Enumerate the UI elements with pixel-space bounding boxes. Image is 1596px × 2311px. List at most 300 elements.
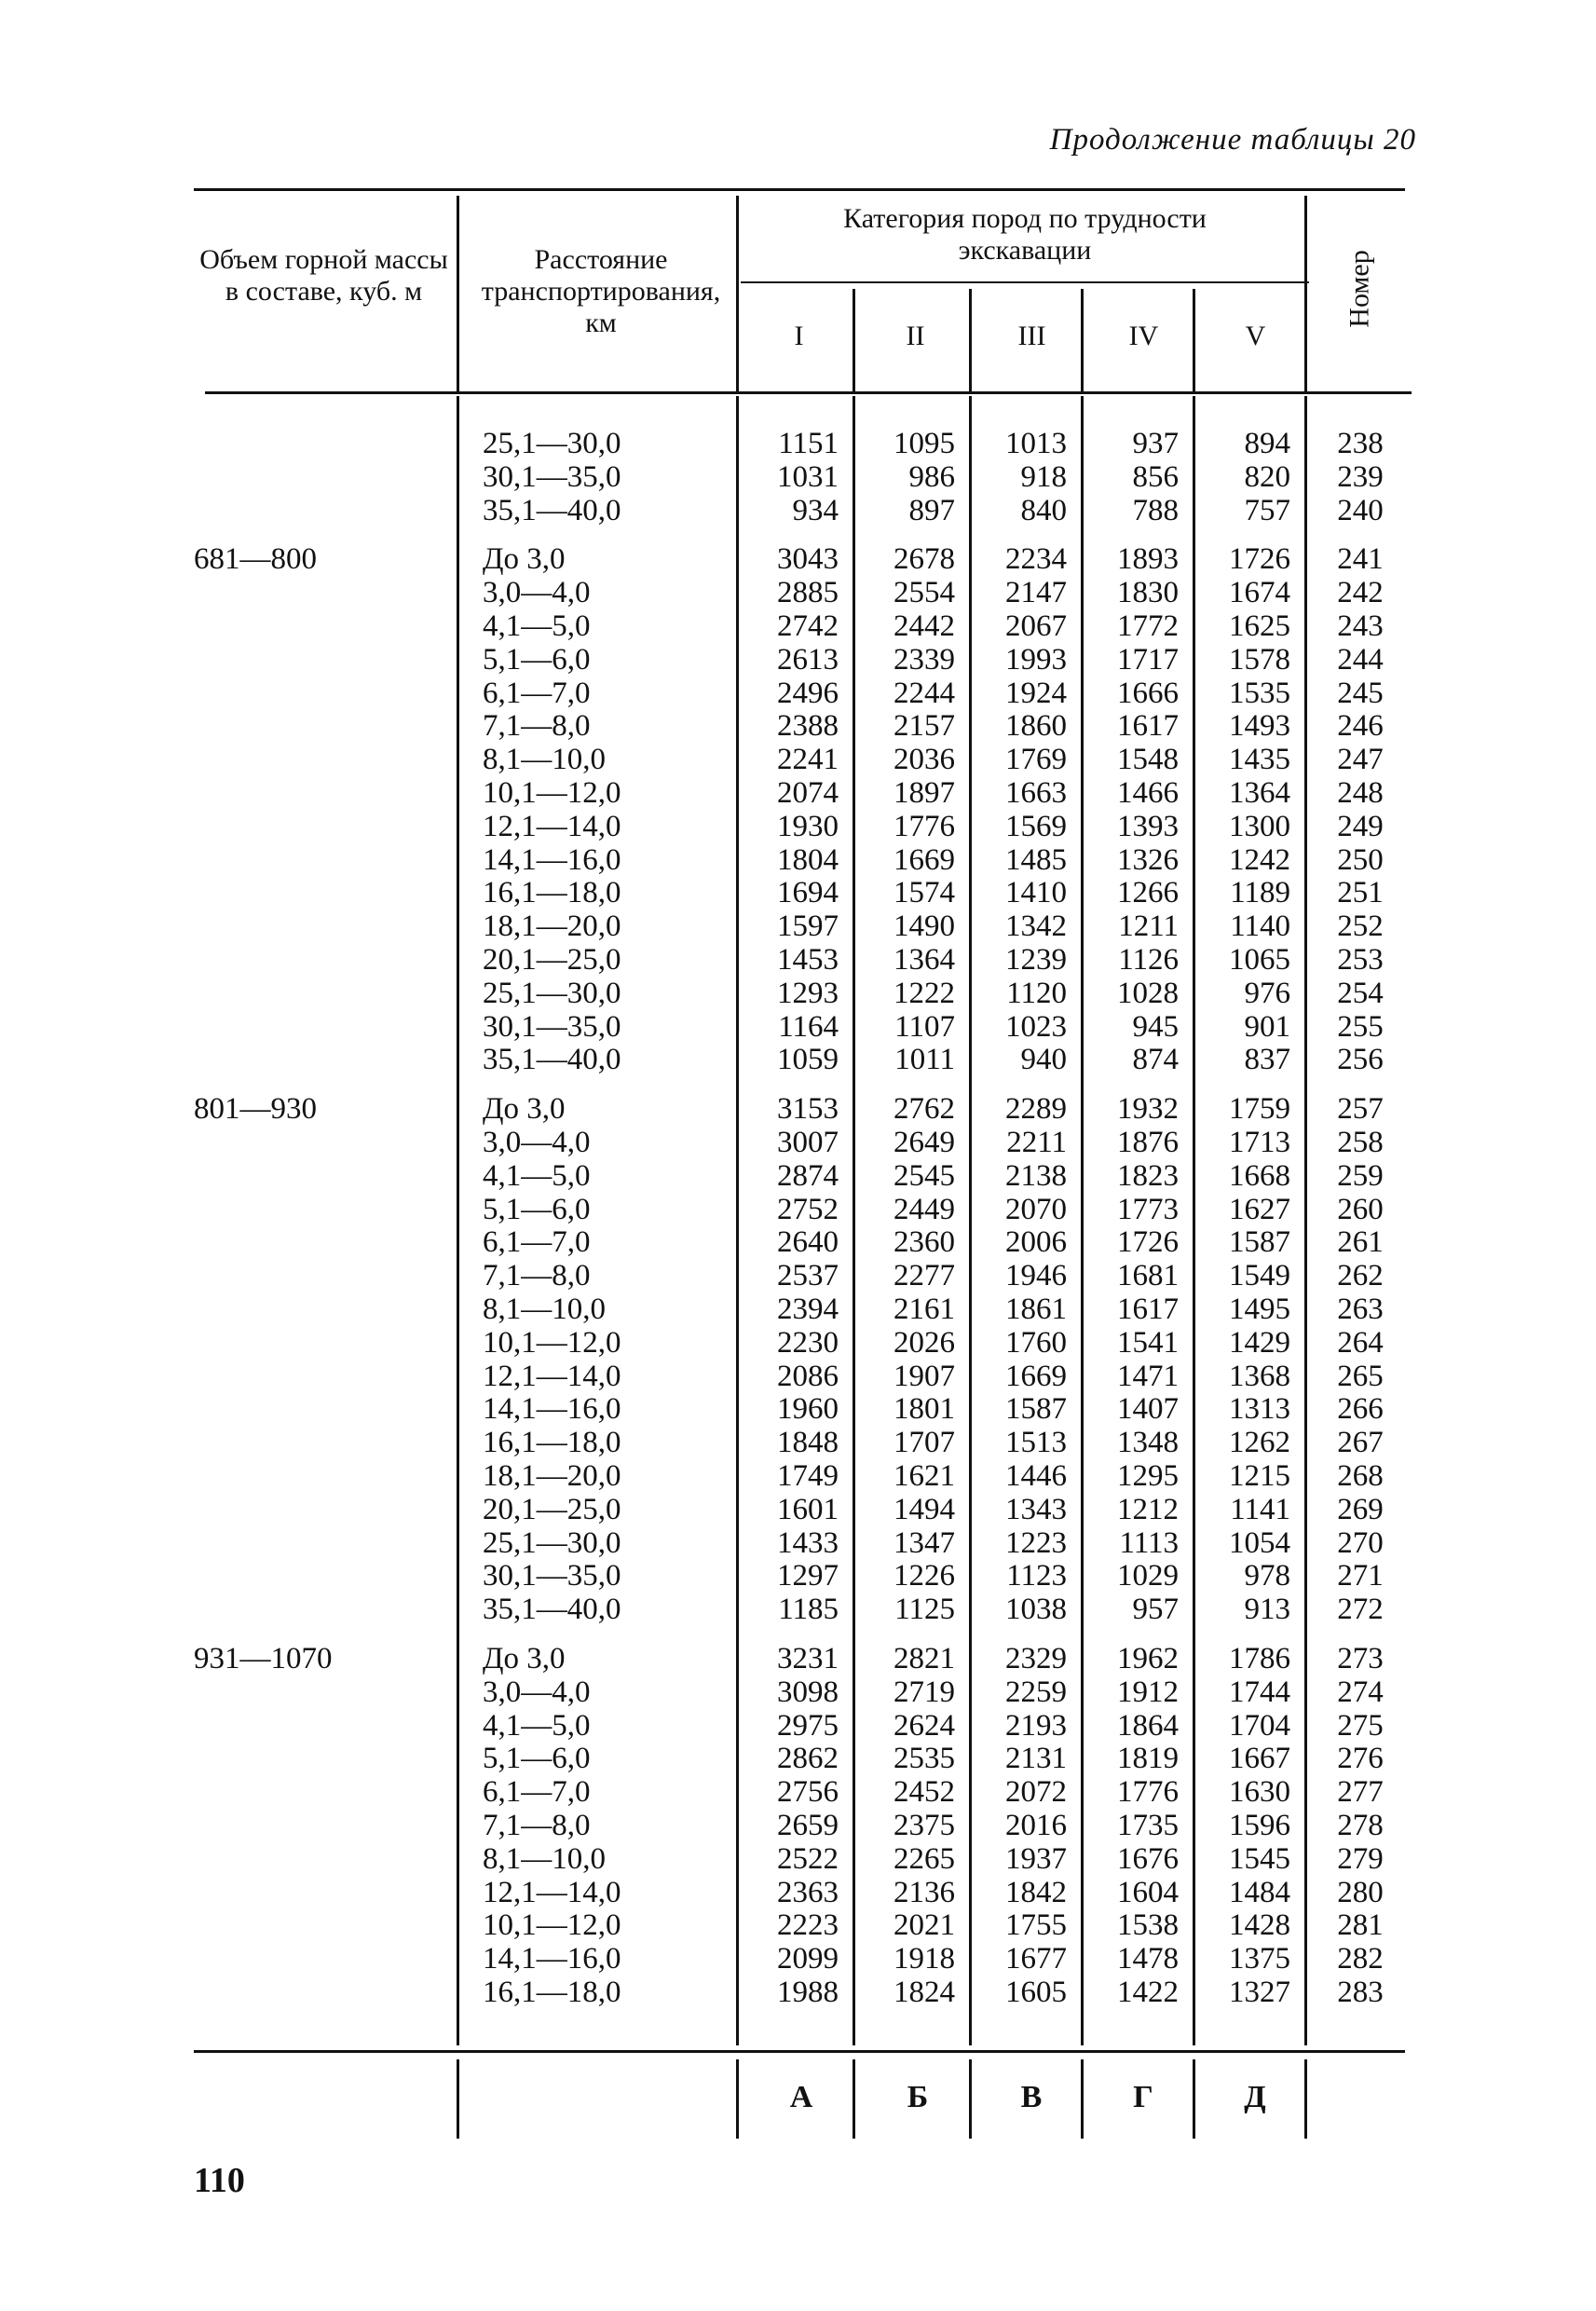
category-1-cell: 2388 — [777, 709, 839, 743]
category-3-cell: 1937 — [1005, 1842, 1067, 1876]
volume-cell — [194, 709, 436, 743]
category-1-cell: 2230 — [777, 1326, 839, 1360]
table-row — [0, 843, 1596, 877]
number-cell: 281 — [1337, 1908, 1384, 1942]
footer-label-a: А — [789, 2080, 813, 2114]
number-cell: 261 — [1337, 1225, 1384, 1259]
category-2-cell: 1574 — [893, 876, 955, 909]
category-3-cell: 1342 — [1005, 909, 1067, 943]
table-row — [0, 494, 1596, 527]
category-5-cell: 1364 — [1229, 776, 1290, 810]
category-5-cell: 820 — [1244, 460, 1290, 494]
footer-rule-left — [457, 2059, 459, 2139]
category-2-cell: 1494 — [893, 1493, 955, 1526]
distance-cell: 8,1—10,0 — [483, 743, 606, 776]
col-rule-cat-2 — [969, 289, 972, 391]
table-row — [0, 460, 1596, 494]
table-row — [0, 943, 1596, 977]
footer-rule-distance — [736, 2059, 739, 2139]
number-cell: 278 — [1337, 1809, 1384, 1842]
category-3-cell: 1842 — [1005, 1876, 1067, 1909]
category-2-cell: 2624 — [893, 1709, 955, 1743]
number-cell: 267 — [1337, 1426, 1384, 1459]
distance-cell: 5,1—6,0 — [483, 1742, 591, 1775]
distance-cell: 35,1—40,0 — [483, 494, 621, 527]
distance-cell: 8,1—10,0 — [483, 1292, 606, 1326]
category-5-cell: 1493 — [1229, 709, 1290, 743]
table-row — [0, 1225, 1596, 1259]
header-number-cell — [1309, 214, 1412, 363]
category-2-cell: 1801 — [893, 1392, 955, 1426]
header-col-2: II — [906, 321, 925, 351]
number-cell: 265 — [1337, 1360, 1384, 1393]
category-3-cell: 2259 — [1005, 1675, 1067, 1709]
number-cell: 254 — [1337, 977, 1384, 1010]
number-cell: 245 — [1337, 677, 1384, 710]
number-cell: 257 — [1337, 1092, 1384, 1126]
table-row — [0, 1126, 1596, 1159]
category-5-cell: 894 — [1244, 427, 1290, 460]
category-3-cell: 1038 — [1005, 1593, 1067, 1626]
category-1-cell: 3043 — [777, 542, 839, 576]
category-1-cell: 1059 — [777, 1043, 839, 1076]
page-number: 110 — [194, 2161, 245, 2200]
number-cell: 243 — [1337, 609, 1384, 643]
category-4-cell: 1422 — [1117, 1976, 1179, 2009]
category-3-cell: 1410 — [1005, 876, 1067, 909]
category-4-cell: 1717 — [1117, 643, 1179, 677]
category-5-cell: 1189 — [1230, 876, 1290, 909]
number-cell: 247 — [1337, 743, 1384, 776]
category-2-cell: 2442 — [893, 609, 955, 643]
distance-cell: 10,1—12,0 — [483, 776, 621, 810]
category-4-cell: 937 — [1132, 427, 1179, 460]
category-1-cell: 2522 — [777, 1842, 839, 1876]
category-2-cell: 2762 — [893, 1092, 955, 1126]
volume-cell: 931—1070 — [194, 1642, 333, 1675]
number-cell: 251 — [1337, 876, 1384, 909]
category-5-cell: 1065 — [1229, 943, 1290, 977]
category-1-cell: 1694 — [777, 876, 839, 909]
category-5-cell: 1625 — [1229, 609, 1290, 643]
category-2-cell: 2036 — [893, 743, 955, 776]
table-row — [0, 1675, 1596, 1709]
table-row — [0, 1092, 1596, 1126]
volume-cell — [194, 576, 436, 609]
category-5-cell: 1375 — [1229, 1942, 1290, 1976]
category-4-cell: 1726 — [1117, 1225, 1179, 1259]
category-1-cell: 2885 — [777, 576, 839, 609]
category-5-cell: 978 — [1244, 1559, 1290, 1593]
volume-cell: 801—930 — [194, 1092, 317, 1126]
category-5-cell: 1704 — [1229, 1709, 1290, 1743]
category-3-cell: 840 — [1020, 494, 1067, 527]
category-3-cell: 1013 — [1005, 427, 1067, 460]
category-4-cell: 1407 — [1117, 1392, 1179, 1426]
table-row — [0, 1842, 1596, 1876]
table-row — [0, 1876, 1596, 1909]
category-2-cell: 1347 — [893, 1526, 955, 1560]
category-2-cell: 1707 — [893, 1426, 955, 1459]
category-4-cell: 945 — [1132, 1010, 1179, 1044]
category-1-cell: 1601 — [777, 1493, 839, 1526]
distance-cell: 12,1—14,0 — [483, 1876, 621, 1909]
header-col-3: III — [1017, 321, 1046, 351]
category-1-cell: 1433 — [777, 1526, 839, 1560]
category-5-cell: 1313 — [1229, 1392, 1290, 1426]
category-1-cell: 2975 — [777, 1709, 839, 1743]
number-cell: 250 — [1337, 843, 1384, 877]
table-row — [0, 1976, 1596, 2009]
table-row — [0, 427, 1596, 460]
category-1-cell: 1185 — [778, 1593, 839, 1626]
category-1-cell: 1453 — [777, 943, 839, 977]
number-cell: 279 — [1337, 1842, 1384, 1876]
table-row — [0, 909, 1596, 943]
volume-cell — [194, 1593, 436, 1626]
category-3-cell: 1861 — [1005, 1292, 1067, 1326]
category-3-cell: 2147 — [1005, 576, 1067, 609]
number-cell: 273 — [1337, 1642, 1384, 1675]
category-3-cell: 2072 — [1005, 1775, 1067, 1809]
category-2-cell: 1107 — [894, 1010, 955, 1044]
table-row — [0, 1775, 1596, 1809]
table-row — [0, 709, 1596, 743]
volume-cell — [194, 1259, 436, 1292]
category-5-cell: 1484 — [1229, 1876, 1290, 1909]
category-4-cell: 1466 — [1117, 776, 1179, 810]
volume-cell — [194, 494, 436, 527]
category-2-cell: 2375 — [893, 1809, 955, 1842]
category-3-cell: 2016 — [1005, 1809, 1067, 1842]
number-cell: 263 — [1337, 1292, 1384, 1326]
number-cell: 268 — [1337, 1459, 1384, 1493]
volume-cell — [194, 909, 436, 943]
table-row — [0, 1709, 1596, 1743]
number-cell: 282 — [1337, 1942, 1384, 1976]
number-cell: 255 — [1337, 1010, 1384, 1044]
distance-cell: 7,1—8,0 — [483, 1259, 591, 1292]
volume-cell — [194, 1126, 436, 1159]
category-4-cell: 1912 — [1117, 1675, 1179, 1709]
table-row — [0, 1159, 1596, 1193]
category-4-cell: 1773 — [1117, 1193, 1179, 1226]
category-5-cell: 1578 — [1229, 643, 1290, 677]
col-rule-cat-start — [736, 196, 739, 391]
volume-cell — [194, 1010, 436, 1044]
distance-cell: 12,1—14,0 — [483, 1360, 621, 1393]
category-3-cell: 1946 — [1005, 1259, 1067, 1292]
category-4-cell: 1478 — [1117, 1942, 1179, 1976]
category-2-cell: 2452 — [893, 1775, 955, 1809]
number-cell: 246 — [1337, 709, 1384, 743]
category-3-cell: 1239 — [1005, 943, 1067, 977]
number-cell: 266 — [1337, 1392, 1384, 1426]
table-row — [0, 1493, 1596, 1526]
category-3-cell: 2234 — [1005, 542, 1067, 576]
category-3-cell: 1677 — [1005, 1942, 1067, 1976]
category-3-cell: 1993 — [1005, 643, 1067, 677]
table-row — [0, 1392, 1596, 1426]
volume-cell — [194, 1292, 436, 1326]
category-5-cell: 1327 — [1229, 1976, 1290, 2009]
category-3-cell: 1120 — [1006, 977, 1067, 1010]
category-3-cell: 1569 — [1005, 810, 1067, 843]
distance-cell: 3,0—4,0 — [483, 576, 591, 609]
table-row — [0, 542, 1596, 576]
volume-cell — [194, 1908, 436, 1942]
category-3-cell: 1669 — [1005, 1360, 1067, 1393]
category-5-cell: 1596 — [1229, 1809, 1290, 1842]
number-cell: 264 — [1337, 1326, 1384, 1360]
volume-cell — [194, 843, 436, 877]
volume-cell — [194, 1809, 436, 1842]
footer-rule-1 — [853, 2059, 855, 2139]
category-2-cell: 2157 — [893, 709, 955, 743]
category-4-cell: 1126 — [1118, 943, 1179, 977]
category-1-cell: 2223 — [777, 1908, 839, 1942]
category-5-cell: 1726 — [1229, 542, 1290, 576]
category-1-cell: 1297 — [777, 1559, 839, 1593]
category-5-cell: 757 — [1244, 494, 1290, 527]
distance-cell: 16,1—18,0 — [483, 876, 621, 909]
number-cell: 274 — [1337, 1675, 1384, 1709]
category-5-cell: 1300 — [1229, 810, 1290, 843]
category-2-cell: 2339 — [893, 643, 955, 677]
category-1-cell: 2613 — [777, 643, 839, 677]
category-5-cell: 1786 — [1229, 1642, 1290, 1675]
table-row — [0, 576, 1596, 609]
distance-cell: 7,1—8,0 — [483, 709, 591, 743]
volume-cell — [194, 1326, 436, 1360]
category-4-cell: 1538 — [1117, 1908, 1179, 1942]
category-3-cell: 1769 — [1005, 743, 1067, 776]
category-4-cell: 856 — [1132, 460, 1179, 494]
category-2-cell: 1776 — [893, 810, 955, 843]
category-1-cell: 2874 — [777, 1159, 839, 1193]
category-4-cell: 1548 — [1117, 743, 1179, 776]
category-2-cell: 1621 — [893, 1459, 955, 1493]
category-1-cell: 2537 — [777, 1259, 839, 1292]
table-row — [0, 1043, 1596, 1076]
category-5-cell: 1759 — [1229, 1092, 1290, 1126]
category-1-cell: 2659 — [777, 1809, 839, 1842]
category-4-cell: 1028 — [1117, 977, 1179, 1010]
category-5-cell: 1495 — [1229, 1292, 1290, 1326]
table-row — [0, 1426, 1596, 1459]
category-2-cell: 986 — [908, 460, 955, 494]
number-cell: 238 — [1337, 427, 1384, 460]
table-caption: Продолжение таблицы 20 — [1049, 123, 1416, 157]
category-1-cell: 2640 — [777, 1225, 839, 1259]
table-row — [0, 977, 1596, 1010]
number-cell: 262 — [1337, 1259, 1384, 1292]
table-row — [0, 643, 1596, 677]
category-1-cell: 2862 — [777, 1742, 839, 1775]
category-5-cell: 1667 — [1229, 1742, 1290, 1775]
header-bottom-rule — [205, 391, 1412, 394]
number-cell: 240 — [1337, 494, 1384, 527]
category-2-cell: 2554 — [893, 576, 955, 609]
category-1-cell: 2496 — [777, 677, 839, 710]
category-4-cell: 1029 — [1117, 1559, 1179, 1593]
bottom-rule — [194, 2050, 1405, 2053]
distance-cell: 10,1—12,0 — [483, 1908, 621, 1942]
number-cell: 242 — [1337, 576, 1384, 609]
volume-cell — [194, 1193, 436, 1226]
category-4-cell: 874 — [1132, 1043, 1179, 1076]
category-2-cell: 1824 — [893, 1976, 955, 2009]
volume-cell — [194, 1559, 436, 1593]
volume-cell — [194, 1159, 436, 1193]
category-3-cell: 1605 — [1005, 1976, 1067, 2009]
distance-cell: 25,1—30,0 — [483, 1526, 621, 1560]
footer-rule-2 — [969, 2059, 972, 2139]
category-1-cell: 3098 — [777, 1675, 839, 1709]
category-2-cell: 2449 — [893, 1193, 955, 1226]
category-1-cell: 1804 — [777, 843, 839, 877]
number-cell: 249 — [1337, 810, 1384, 843]
category-3-cell: 1446 — [1005, 1459, 1067, 1493]
category-2-cell: 1669 — [893, 843, 955, 877]
category-3-cell: 2138 — [1005, 1159, 1067, 1193]
category-2-cell: 1011 — [894, 1043, 955, 1076]
category-2-cell: 1095 — [893, 427, 955, 460]
category-3-cell: 1023 — [1005, 1010, 1067, 1044]
volume-cell — [194, 1459, 436, 1493]
volume-cell — [194, 1976, 436, 2009]
category-2-cell: 2678 — [893, 542, 955, 576]
category-1-cell: 2363 — [777, 1876, 839, 1909]
col-rule-number — [1304, 196, 1307, 391]
table-row — [0, 1292, 1596, 1326]
number-cell: 239 — [1337, 460, 1384, 494]
table-row — [0, 677, 1596, 710]
table-row — [0, 1559, 1596, 1593]
category-4-cell: 1541 — [1117, 1326, 1179, 1360]
category-3-cell: 2289 — [1005, 1092, 1067, 1126]
distance-cell: 35,1—40,0 — [483, 1593, 621, 1626]
category-5-cell: 1587 — [1229, 1225, 1290, 1259]
distance-cell: 25,1—30,0 — [483, 977, 621, 1010]
category-1-cell: 3153 — [777, 1092, 839, 1126]
category-2-cell: 1907 — [893, 1360, 955, 1393]
distance-cell: 5,1—6,0 — [483, 643, 591, 677]
number-cell: 283 — [1337, 1976, 1384, 2009]
distance-cell: 18,1—20,0 — [483, 1459, 621, 1493]
category-4-cell: 1393 — [1117, 810, 1179, 843]
category-1-cell: 2394 — [777, 1292, 839, 1326]
volume-cell — [194, 977, 436, 1010]
distance-cell: 18,1—20,0 — [483, 909, 621, 943]
category-2-cell: 2821 — [893, 1642, 955, 1675]
category-3-cell: 1760 — [1005, 1326, 1067, 1360]
category-5-cell: 1549 — [1229, 1259, 1290, 1292]
category-2-cell: 1222 — [893, 977, 955, 1010]
category-4-cell: 1830 — [1117, 576, 1179, 609]
distance-cell: 30,1—35,0 — [483, 1010, 621, 1044]
category-1-cell: 3231 — [777, 1642, 839, 1675]
category-2-cell: 2277 — [893, 1259, 955, 1292]
category-1-cell: 1597 — [777, 909, 839, 943]
category-2-cell: 2719 — [893, 1675, 955, 1709]
table-row — [0, 1326, 1596, 1360]
distance-cell: 6,1—7,0 — [483, 1775, 591, 1809]
volume-cell — [194, 1493, 436, 1526]
table-row — [0, 1942, 1596, 1976]
category-2-cell: 1226 — [893, 1559, 955, 1593]
number-cell: 270 — [1337, 1526, 1384, 1560]
category-5-cell: 1535 — [1229, 677, 1290, 710]
distance-cell: 4,1—5,0 — [483, 609, 591, 643]
number-cell: 258 — [1337, 1126, 1384, 1159]
volume-cell — [194, 1526, 436, 1560]
number-cell: 280 — [1337, 1876, 1384, 1909]
category-4-cell: 1666 — [1117, 677, 1179, 710]
category-1-cell: 1960 — [777, 1392, 839, 1426]
volume-cell — [194, 427, 436, 460]
footer-label-v: В — [1020, 2080, 1043, 2114]
category-4-cell: 1617 — [1117, 709, 1179, 743]
volume-cell — [194, 1043, 436, 1076]
distance-cell: 6,1—7,0 — [483, 677, 591, 710]
distance-cell: 16,1—18,0 — [483, 1426, 621, 1459]
category-5-cell: 837 — [1244, 1043, 1290, 1076]
category-3-cell: 2211 — [1006, 1126, 1067, 1159]
category-4-cell: 1295 — [1117, 1459, 1179, 1493]
header-col-1: I — [794, 321, 804, 351]
category-3-cell: 1343 — [1005, 1493, 1067, 1526]
category-1-cell: 1031 — [777, 460, 839, 494]
category-3-cell: 1755 — [1005, 1908, 1067, 1942]
footer-label-d: Д — [1244, 2080, 1266, 2114]
table-row — [0, 743, 1596, 776]
category-5-cell: 1215 — [1229, 1459, 1290, 1493]
volume-cell — [194, 609, 436, 643]
category-5-cell: 1630 — [1229, 1775, 1290, 1809]
category-4-cell: 1681 — [1117, 1259, 1179, 1292]
header-col-5: V — [1245, 321, 1266, 351]
col-rule-distance — [457, 196, 459, 391]
volume-cell — [194, 1876, 436, 1909]
category-5-cell: 1744 — [1229, 1675, 1290, 1709]
category-4-cell: 1617 — [1117, 1292, 1179, 1326]
distance-cell: 8,1—10,0 — [483, 1842, 606, 1876]
category-5-cell: 1713 — [1229, 1126, 1290, 1159]
number-cell: 256 — [1337, 1043, 1384, 1076]
category-5-cell: 1262 — [1229, 1426, 1290, 1459]
number-cell: 277 — [1337, 1775, 1384, 1809]
number-cell: 276 — [1337, 1742, 1384, 1775]
category-2-cell: 2649 — [893, 1126, 955, 1159]
number-cell: 269 — [1337, 1493, 1384, 1526]
category-1-cell: 1988 — [777, 1976, 839, 2009]
category-5-cell: 976 — [1244, 977, 1290, 1010]
category-3-cell: 2329 — [1005, 1642, 1067, 1675]
category-1-cell: 1164 — [778, 1010, 839, 1044]
category-4-cell: 1676 — [1117, 1842, 1179, 1876]
category-3-cell: 1223 — [1005, 1526, 1067, 1560]
category-4-cell: 1776 — [1117, 1775, 1179, 1809]
category-1-cell: 1930 — [777, 810, 839, 843]
category-5-cell: 1545 — [1229, 1842, 1290, 1876]
category-2-cell: 1364 — [893, 943, 955, 977]
category-2-cell: 897 — [908, 494, 955, 527]
table-row — [0, 810, 1596, 843]
category-4-cell: 788 — [1132, 494, 1179, 527]
category-4-cell: 1932 — [1117, 1092, 1179, 1126]
category-5-cell: 1368 — [1229, 1360, 1290, 1393]
